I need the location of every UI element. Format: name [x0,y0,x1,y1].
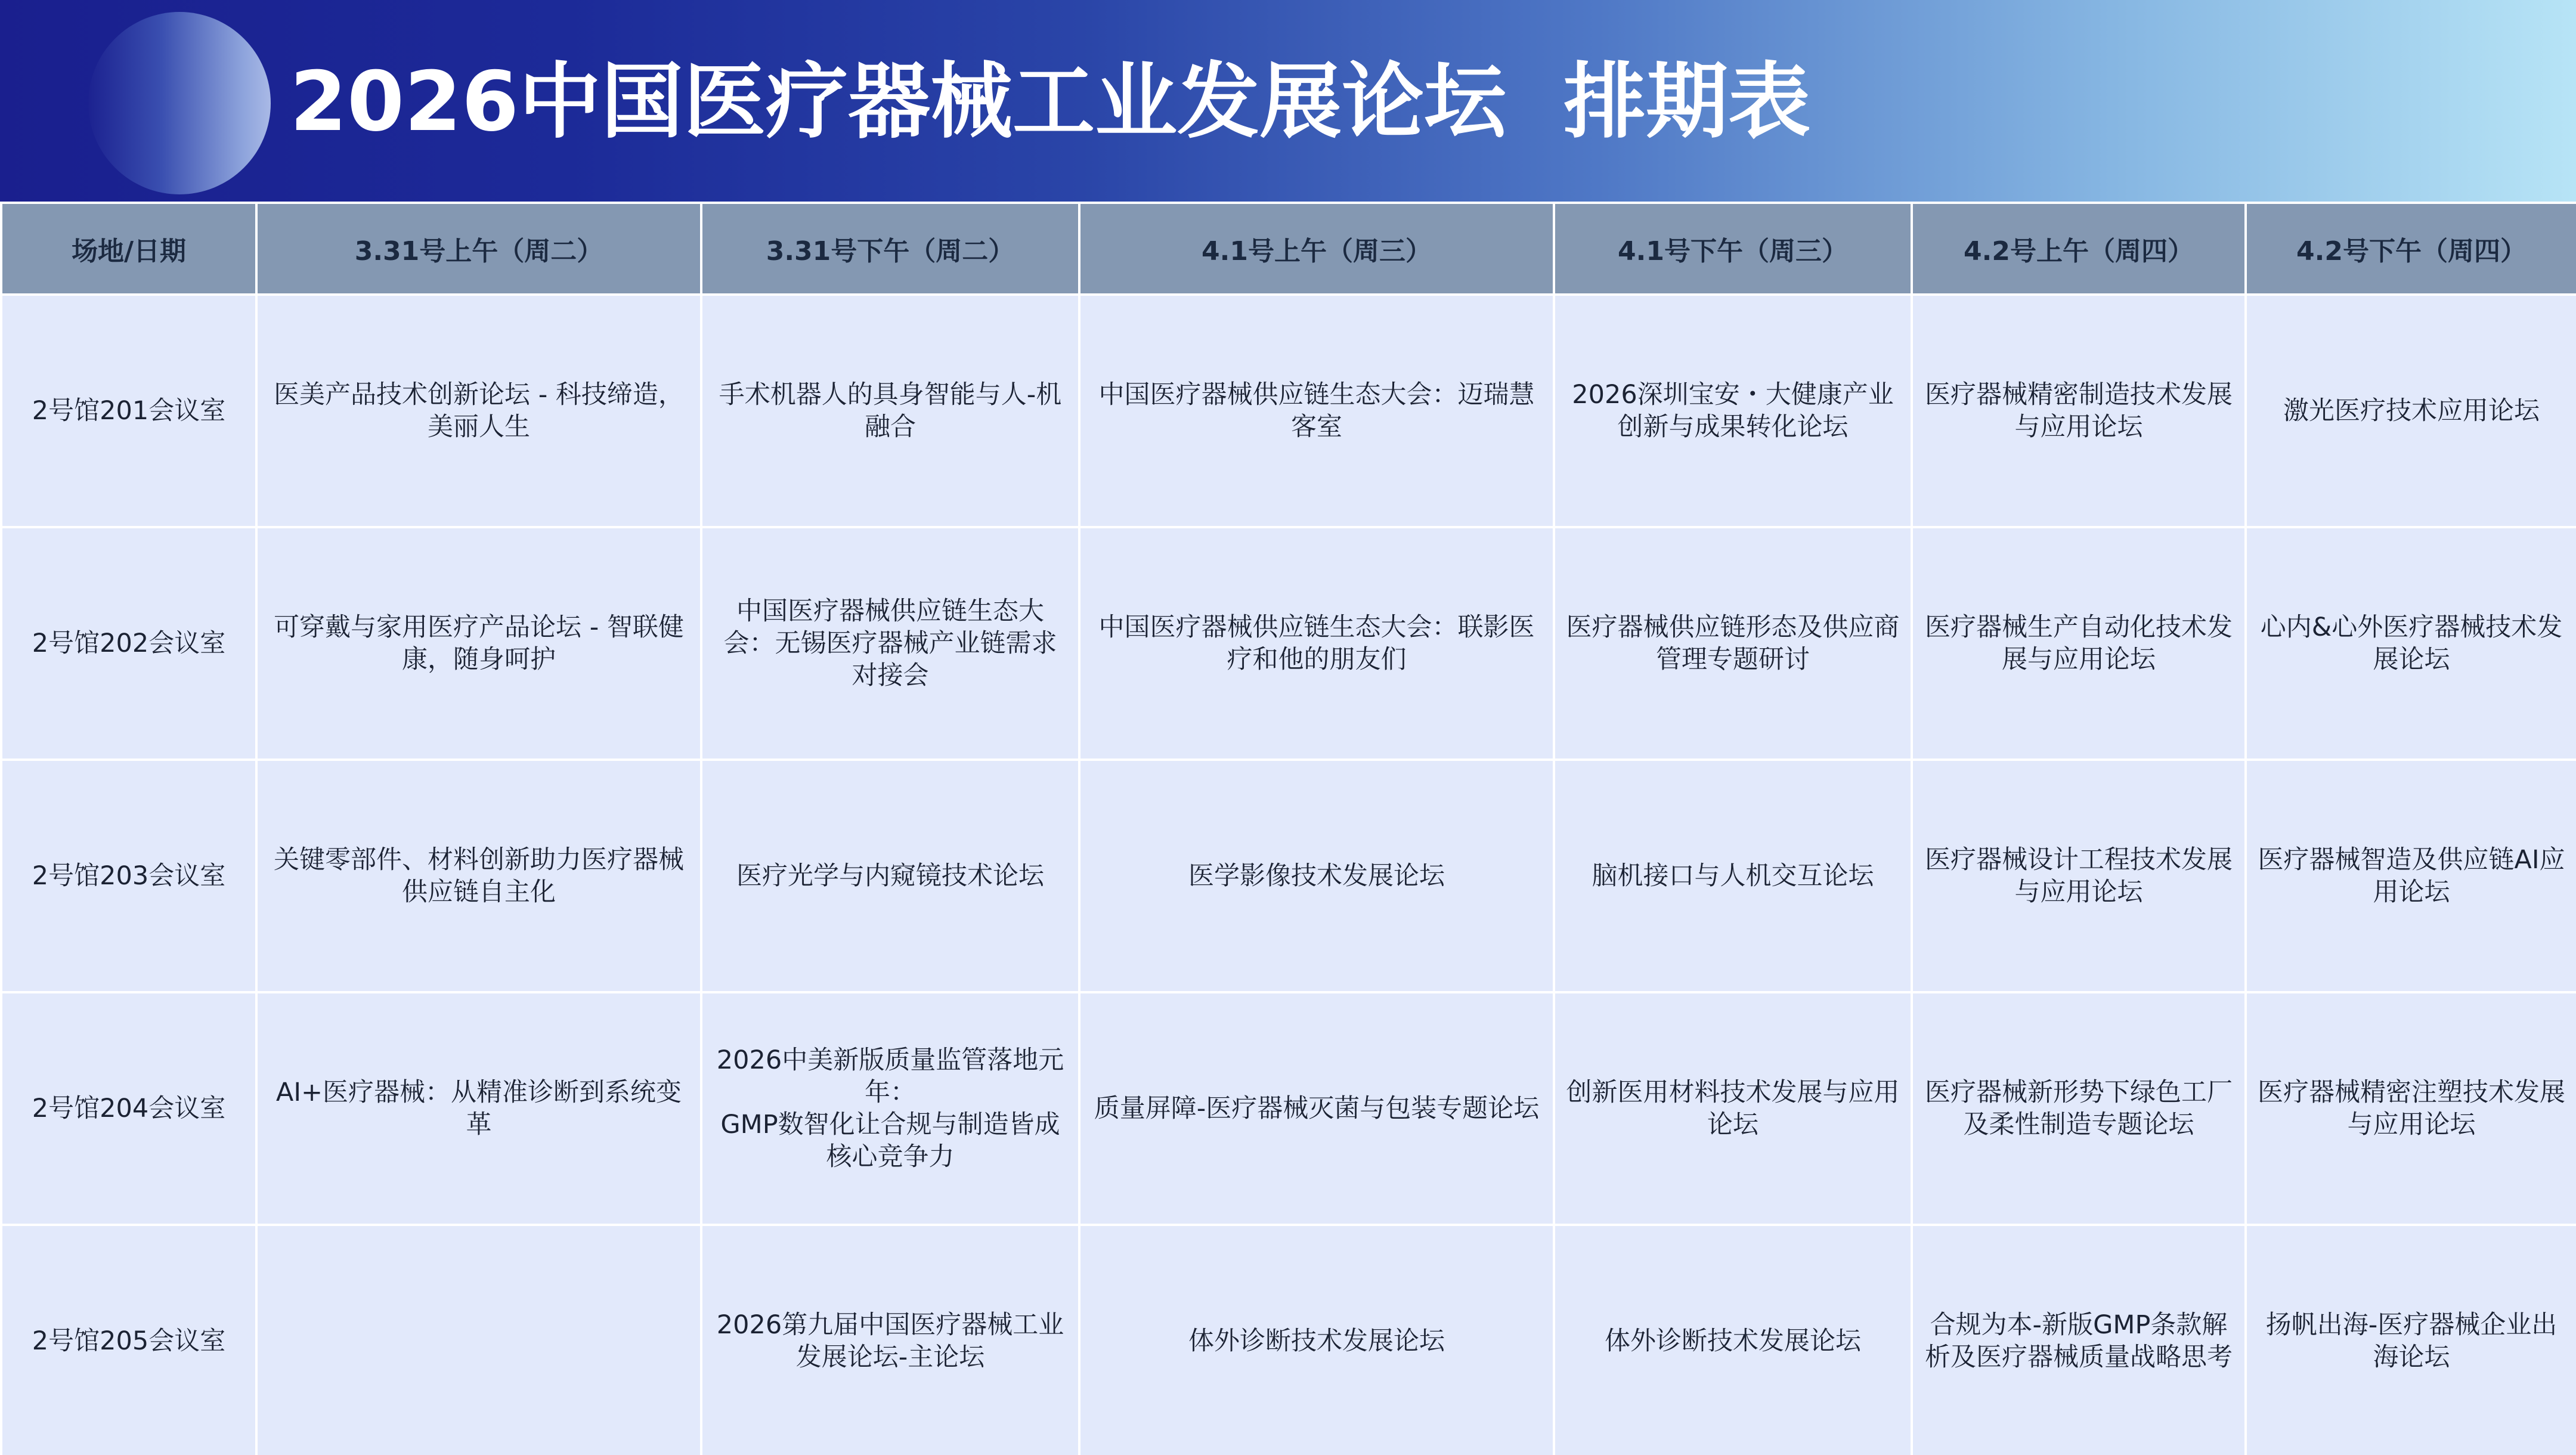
session-cell: 创新医用材料技术发展与应用论坛 [1554,992,1912,1225]
session-cell: 激光医疗技术应用论坛 [2246,295,2576,527]
session-cell: 扬帆出海-医疗器械企业出海论坛 [2246,1225,2576,1455]
column-header-0331-pm: 3.31号下午（周二） [701,203,1079,295]
session-cell: 可穿戴与家用医疗产品论坛 - 智联健康，随身呵护 [256,527,701,760]
session-cell: 2026中美新版质量监管落地元年： GMP数智化让合规与制造皆成核心竞争力 [701,992,1079,1225]
table-row [1,295,2576,527]
venue-cell: 2号馆201会议室 [1,295,256,527]
column-header-0402-am: 4.2号上午（周四） [1912,203,2246,295]
session-cell: 体外诊断技术发展论坛 [1079,1225,1554,1455]
column-header-0401-pm: 4.1号下午（周三） [1554,203,1912,295]
session-cell: 质量屏障-医疗器械灭菌与包装专题论坛 [1079,992,1554,1225]
session-cell: 医疗器械智造及供应链AI应用论坛 [2246,760,2576,992]
session-cell: 中国医疗器械供应链生态大会：迈瑞慧客室 [1079,295,1554,527]
session-cell: 手术机器人的具身智能与人-机融合 [701,295,1079,527]
venue-cell: 2号馆202会议室 [1,527,256,760]
column-header-venue-date: 场地/日期 [1,203,256,295]
table-row [1,992,2576,1225]
session-cell: 中国医疗器械供应链生态大会：联影医疗和他的朋友们 [1079,527,1554,760]
session-cell: 心内&心外医疗器械技术发展论坛 [2246,527,2576,760]
table-row [1,1225,2576,1455]
session-cell: 医疗器械供应链形态及供应商管理专题研讨 [1554,527,1912,760]
session-cell: 医美产品技术创新论坛 - 科技缔造，美丽人生 [256,295,701,527]
session-cell: 2026第九届中国医疗器械工业发展论坛-主论坛 [701,1225,1079,1455]
session-cell: 医疗器械新形势下绿色工厂及柔性制造专题论坛 [1912,992,2246,1225]
session-cell: 2026深圳宝安・大健康产业创新与成果转化论坛 [1554,295,1912,527]
venue-cell: 2号馆205会议室 [1,1225,256,1455]
session-cell: 医学影像技术发展论坛 [1079,760,1554,992]
table-row [1,527,2576,760]
schedule-table [0,202,2576,1455]
session-cell: 体外诊断技术发展论坛 [1554,1225,1912,1455]
session-cell: 医疗器械生产自动化技术发展与应用论坛 [1912,527,2246,760]
session-cell: 医疗光学与内窥镜技术论坛 [701,760,1079,992]
column-header-0401-am: 4.1号上午（周三） [1079,203,1554,295]
column-header-0331-am: 3.31号上午（周二） [256,203,701,295]
session-cell: 医疗器械设计工程技术发展与应用论坛 [1912,760,2246,992]
session-cell: 关键零部件、材料创新助力医疗器械供应链自主化 [256,760,701,992]
header-banner [0,0,2576,202]
page-title: 2026中国医疗器械工业发展论坛 排期表 [290,54,1811,150]
session-cell: AI+医疗器械：从精准诊断到系统变革 [256,992,701,1225]
venue-cell: 2号馆203会议室 [1,760,256,992]
session-cell: 合规为本-新版GMP条款解析及医疗器械质量战略思考 [1912,1225,2246,1455]
session-cell: 中国医疗器械供应链生态大会：无锡医疗器械产业链需求对接会 [701,527,1079,760]
column-header-row [1,203,2576,295]
table-row [1,760,2576,992]
session-cell: 脑机接口与人机交互论坛 [1554,760,1912,992]
session-cell: 医疗器械精密注塑技术发展与应用论坛 [2246,992,2576,1225]
venue-cell: 2号馆204会议室 [1,992,256,1225]
decorative-orb [88,12,271,194]
session-cell-empty [256,1225,701,1455]
column-header-0402-pm: 4.2号下午（周四） [2246,203,2576,295]
session-cell: 医疗器械精密制造技术发展与应用论坛 [1912,295,2246,527]
